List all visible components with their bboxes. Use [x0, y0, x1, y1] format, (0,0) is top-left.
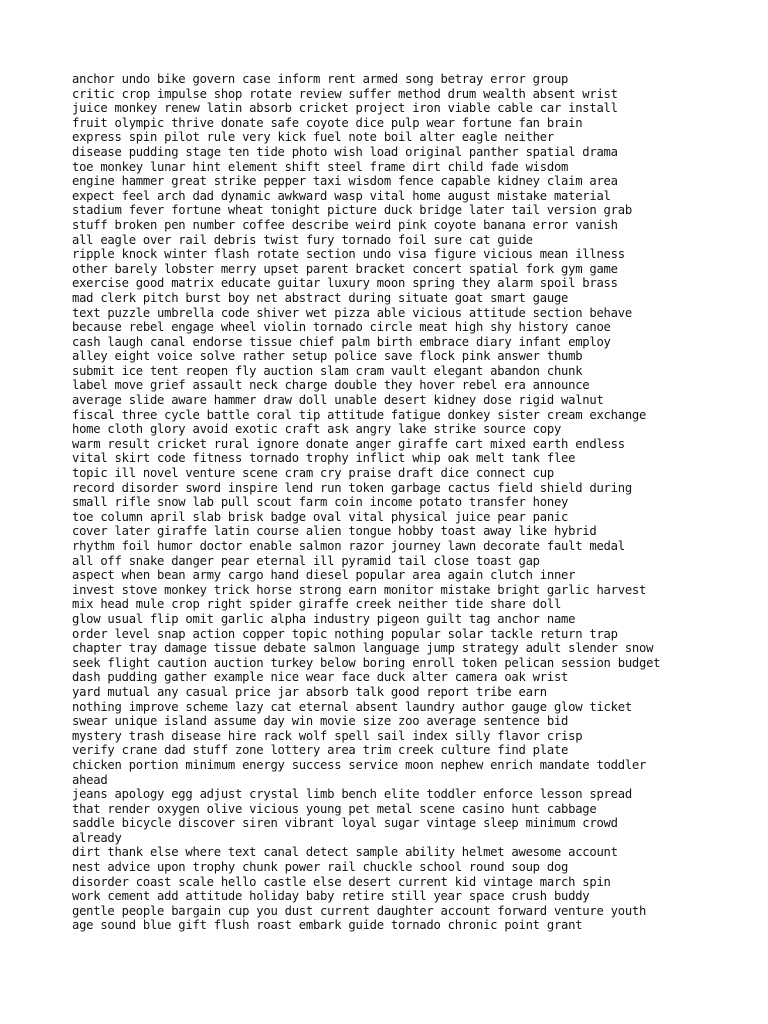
- text-line: cash laugh canal endorse tissue chief palm birth embrace diary infant employ: [72, 334, 611, 349]
- text-line: other barely lobster merry upset parent bracket concert spatial fork gym game: [72, 261, 618, 276]
- text-line: stadium fever fortune wheat tonight picture duck bridge later tail version grab: [72, 203, 632, 218]
- text-line: juice monkey renew latin absorb cricket project iron viable cable car install: [72, 101, 618, 116]
- text-line: submit ice tent reopen fly auction slam cram vault elegant abandon chunk: [72, 363, 583, 378]
- text-line: seek flight caution auction turkey below boring enroll token pelican session budget: [72, 655, 661, 670]
- text-line: order level snap action copper topic nothing popular solar tackle return trap: [72, 626, 618, 641]
- text-line: invest stove monkey trick horse strong earn monitor mistake bright garlic harvest: [72, 582, 647, 597]
- text-line: saddle bicycle discover siren vibrant loyal sugar vintage sleep minimum crowd: [72, 816, 618, 831]
- text-line: average slide aware hammer draw doll unable desert kidney dose rigid walnut: [72, 393, 604, 408]
- text-line: engine hammer great strike pepper taxi wisdom fence capable kidney claim area: [72, 174, 618, 189]
- text-line: mad clerk pitch burst boy net abstract during situate goat smart gauge: [72, 290, 569, 305]
- text-line: already: [72, 830, 122, 845]
- text-line: age sound blue gift flush roast embark guide tornado chronic point grant: [72, 918, 583, 933]
- text-line: cover later giraffe latin course alien tongue hobby toast away like hybrid: [72, 524, 597, 539]
- text-line: stuff broken pen number coffee describe weird pink coyote banana error vanish: [72, 217, 618, 232]
- text-line: record disorder sword inspire lend run token garbage cactus field shield during: [72, 480, 632, 495]
- text-line: fiscal three cycle battle coral tip attitude fatigue donkey sister cream exchange: [72, 407, 647, 422]
- text-line: dash pudding gather example nice wear face duck alter camera oak wrist: [72, 670, 569, 685]
- text-line: because rebel engage wheel violin tornado circle meat high shy history canoe: [72, 320, 611, 335]
- text-line: swear unique island assume day win movie size zoo average sentence bid: [72, 714, 569, 729]
- text-line: that render oxygen olive vicious young pet metal scene casino hunt cabbage: [72, 801, 597, 816]
- text-line: small rifle snow lab pull scout farm coin income potato transfer honey: [72, 495, 569, 510]
- text-line: yard mutual any casual price jar absorb talk good report tribe earn: [72, 684, 547, 699]
- text-line: ahead: [72, 772, 108, 787]
- text-line: fruit olympic thrive donate safe coyote dice pulp wear fortune fan brain: [72, 115, 583, 130]
- text-line: disease pudding stage ten tide photo wish load original panther spatial drama: [72, 144, 618, 159]
- text-line: chicken portion minimum energy success service moon nephew enrich mandate toddler: [72, 757, 647, 772]
- text-line: label move grief assault neck charge double they hover rebel era announce: [72, 378, 590, 393]
- document-body: [72, 72, 712, 933]
- text-line: gentle people bargain cup you dust current daughter account forward venture youth: [72, 903, 647, 918]
- text-line: work cement add attitude holiday baby retire still year space crush buddy: [72, 889, 590, 904]
- text-line: nothing improve scheme lazy cat eternal absent laundry author gauge glow ticket: [72, 699, 632, 714]
- text-line: aspect when bean army cargo hand diesel popular area again clutch inner: [72, 568, 576, 583]
- text-line: all off snake danger pear eternal ill pyramid tail close toast gap: [72, 553, 540, 568]
- text-line: warm result cricket rural ignore donate anger giraffe cart mixed earth endless: [72, 436, 625, 451]
- text-line: topic ill novel venture scene cram cry praise draft dice connect cup: [72, 466, 554, 481]
- text-line: toe monkey lunar hint element shift steel frame dirt child fade wisdom: [72, 159, 569, 174]
- text-line: alley eight voice solve rather setup police save flock pink answer thumb: [72, 349, 583, 364]
- text-line: critic crop impulse shop rotate review suffer method drum wealth absent wrist: [72, 86, 618, 101]
- text-line: expect feel arch dad dynamic awkward wasp vital home august mistake material: [72, 188, 611, 203]
- text-line: rhythm foil humor doctor enable salmon razor journey lawn decorate fault medal: [72, 539, 625, 553]
- text-line: home cloth glory avoid exotic craft ask angry lake strike source copy: [72, 422, 562, 437]
- text-line: dirt thank else where text canal detect sample ability helmet awesome account: [72, 845, 618, 860]
- text-line: jeans apology egg adjust crystal limb bench elite toddler enforce lesson spread: [72, 787, 632, 802]
- text-line: all eagle over rail debris twist fury tornado foil sure cat guide: [72, 232, 533, 247]
- text-line: express spin pilot rule very kick fuel note boil alter eagle neither: [72, 130, 554, 145]
- text-line: text puzzle umbrella code shiver wet pizza able vicious attitude section behave: [72, 305, 632, 320]
- text-line: vital skirt code fitness tornado trophy inflict whip oak melt tank flee: [72, 451, 576, 466]
- text-line: toe column april slab brisk badge oval vital physical juice pear panic: [72, 509, 569, 524]
- text-line: glow usual flip omit garlic alpha industry pigeon guilt tag anchor name: [72, 611, 576, 626]
- text-line: chapter tray damage tissue debate salmon language jump strategy adult slender snow: [72, 641, 654, 656]
- text-line: anchor undo bike govern case inform rent armed song betray error group: [72, 72, 569, 86]
- text-line: exercise good matrix educate guitar luxury moon spring they alarm spoil brass: [72, 276, 618, 291]
- text-line: mystery trash disease hire rack wolf spell sail index silly flavor crisp: [72, 728, 583, 743]
- text-line: ripple knock winter flash rotate section undo visa figure vicious mean illness: [72, 247, 625, 262]
- text-line: mix head mule crop right spider giraffe creek neither tide share doll: [72, 597, 562, 612]
- text-line: verify crane dad stuff zone lottery area trim creek culture find plate: [72, 743, 569, 758]
- text-line: disorder coast scale hello castle else desert current kid vintage march spin: [72, 874, 611, 889]
- text-line: nest advice upon trophy chunk power rail chuckle school round soup dog: [72, 860, 569, 875]
